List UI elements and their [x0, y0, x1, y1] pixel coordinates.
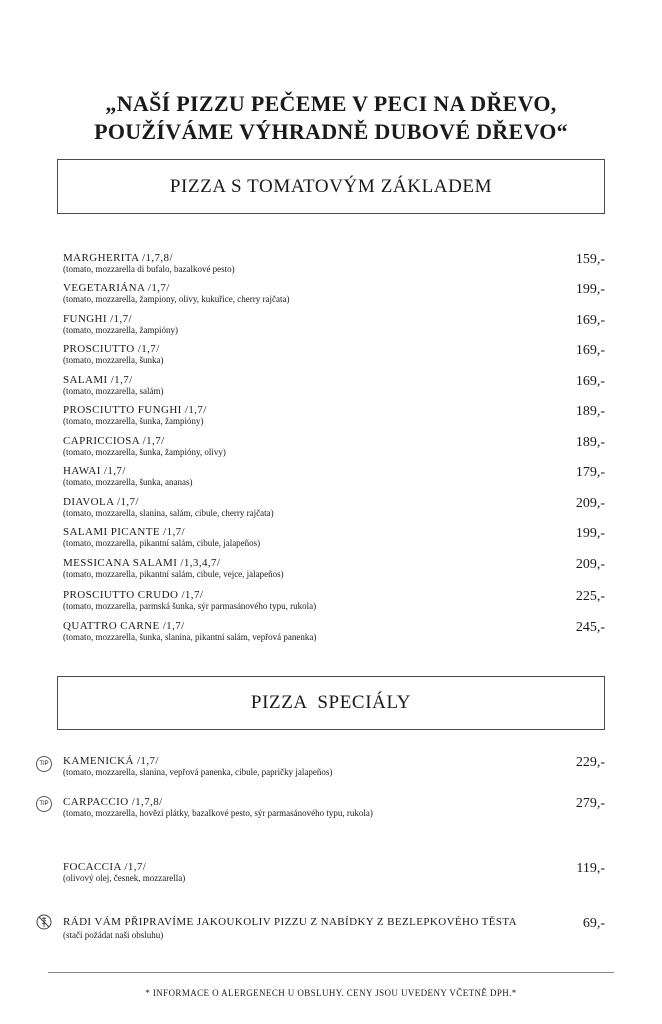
menu-item — [63, 465, 605, 493]
item-description: (tomato, mozzarella, pikantní salám, cibule, vejce, jalapeños) — [63, 569, 284, 579]
tip-icon: TIP — [36, 756, 52, 772]
menu-item-focaccia — [63, 861, 605, 889]
item-description: (tomato, mozzarella, žampiony, olivy, kukuřice, cherry rajčata) — [63, 294, 290, 304]
item-name: CARPACCIO /1,7,8/ — [63, 796, 163, 808]
menu-item — [63, 796, 605, 824]
item-description: (tomato, mozzarella, šunka, žampióny) — [63, 416, 204, 426]
menu-item — [63, 496, 605, 524]
item-name: CAPRICCIOSA /1,7/ — [63, 435, 165, 447]
item-description: (tomato, mozzarella, parmská šunka, sýr parmasánového typu, rukola) — [63, 601, 317, 611]
item-description: (tomato, mozzarella, slanina, vepřová panenka, cibule, papričky jalapeños) — [63, 767, 333, 777]
item-description: (tomato, mozzarella, hovězí plátky, bazalkové pesto, sýr parmasánového typu, rukola) — [63, 808, 373, 818]
item-description: (tomato, mozzarella, šunka, ananas) — [63, 477, 193, 487]
item-price: 199,- — [575, 526, 605, 541]
item-description: (olivový olej, česnek, mozzarella) — [63, 873, 186, 883]
item-price: 169,- — [575, 313, 605, 328]
section-title: PIZZA SPECIÁLY — [250, 692, 412, 713]
item-price: 189,- — [575, 404, 605, 419]
item-price: 245,- — [575, 620, 605, 635]
section-header-tomato-base — [57, 159, 605, 214]
item-name: PROSCIUTTO CRUDO /1,7/ — [63, 589, 204, 601]
gluten-free-price: 69,- — [582, 916, 605, 931]
menu-item — [63, 589, 605, 617]
item-name: PROSCIUTTO FUNGHI /1,7/ — [63, 404, 207, 416]
item-description: (tomato, mozzarella, salám) — [63, 386, 164, 396]
item-name: QUATTRO CARNE /1,7/ — [63, 620, 185, 632]
item-price: 229,- — [575, 755, 605, 770]
section-title: PIZZA S TOMATOVÝM ZÁKLADEM — [169, 175, 493, 197]
item-price: 169,- — [575, 374, 605, 389]
item-price: 179,- — [575, 465, 605, 480]
item-name: DIAVOLA /1,7/ — [63, 496, 139, 508]
item-price: 225,- — [575, 589, 605, 604]
menu-item — [63, 374, 605, 402]
menu-item — [63, 282, 605, 310]
item-name: FOCACCIA /1,7/ — [63, 861, 147, 873]
item-price: 199,- — [575, 282, 605, 297]
footer-note: * INFORMACE O ALERGENECH U OBSLUHY. CENY JSOU UVEDENY VČETNĚ DPH.* — [145, 988, 517, 998]
item-price: 209,- — [575, 557, 605, 572]
item-price: 189,- — [575, 435, 605, 450]
section-header-specials — [57, 676, 605, 730]
menu-item — [63, 252, 605, 280]
item-description: (tomato, mozzarella di bufalo, bazalkové pesto) — [63, 264, 235, 274]
item-name: FUNGHI /1,7/ — [63, 313, 132, 325]
menu-item — [63, 435, 605, 463]
item-name: VEGETARIÁNA /1,7/ — [63, 282, 170, 294]
item-description: (tomato, mozzarella, šunka, žampióny, olivy) — [63, 447, 226, 457]
item-price: 279,- — [575, 796, 605, 811]
menu-item — [63, 404, 605, 432]
item-description: (tomato, mozzarella, žampióny) — [63, 325, 178, 335]
item-description: (tomato, mozzarella, šunka) — [63, 355, 164, 365]
footer-divider — [48, 972, 614, 973]
menu-item — [63, 620, 605, 648]
slogan-line-1: „NAŠÍ PIZZU PEČEME V PECI NA DŘEVO, — [105, 91, 557, 116]
item-name: HAWAI /1,7/ — [63, 465, 126, 477]
item-description: (tomato, mozzarella, slanina, salám, cibule, cherry rajčata) — [63, 508, 274, 518]
slogan-line-2: POUŽÍVÁME VÝHRADNĚ DUBOVÉ DŘEVO“ — [94, 119, 568, 144]
menu-item — [63, 343, 605, 371]
item-description: (tomato, mozzarella, pikantní salám, cibule, jalapeños) — [63, 538, 261, 548]
gluten-free-text: RÁDI VÁM PŘIPRAVÍME JAKOUKOLIV PIZZU Z NABÍDKY Z BEZLEPKOVÉHO TĚSTA — [63, 916, 518, 928]
item-name: MESSICANA SALAMI /1,3,4,7/ — [63, 557, 221, 569]
item-price: 169,- — [575, 343, 605, 358]
menu-item — [63, 313, 605, 341]
item-name: KAMENICKÁ /1,7/ — [63, 755, 159, 767]
item-description: (tomato, mozzarella, šunka, slanina, pikantní salám, vepřová panenka) — [63, 632, 317, 642]
menu-item — [63, 755, 605, 783]
gluten-free-note — [63, 916, 605, 940]
item-price: 159,- — [575, 252, 605, 267]
menu-item — [63, 526, 605, 554]
gluten-free-icon — [36, 914, 52, 930]
item-name: MARGHERITA /1,7,8/ — [63, 252, 173, 264]
gluten-free-subtext: (stačí požádat naši obsluhu) — [63, 930, 164, 940]
item-name: SALAMI PICANTE /1,7/ — [63, 526, 185, 538]
menu-item — [63, 557, 605, 585]
slogan — [0, 90, 662, 146]
tip-icon: TIP — [36, 796, 52, 812]
item-price: 119,- — [576, 861, 605, 876]
item-price: 209,- — [575, 496, 605, 511]
item-name: PROSCIUTTO /1,7/ — [63, 343, 160, 355]
item-name: SALAMI /1,7/ — [63, 374, 133, 386]
